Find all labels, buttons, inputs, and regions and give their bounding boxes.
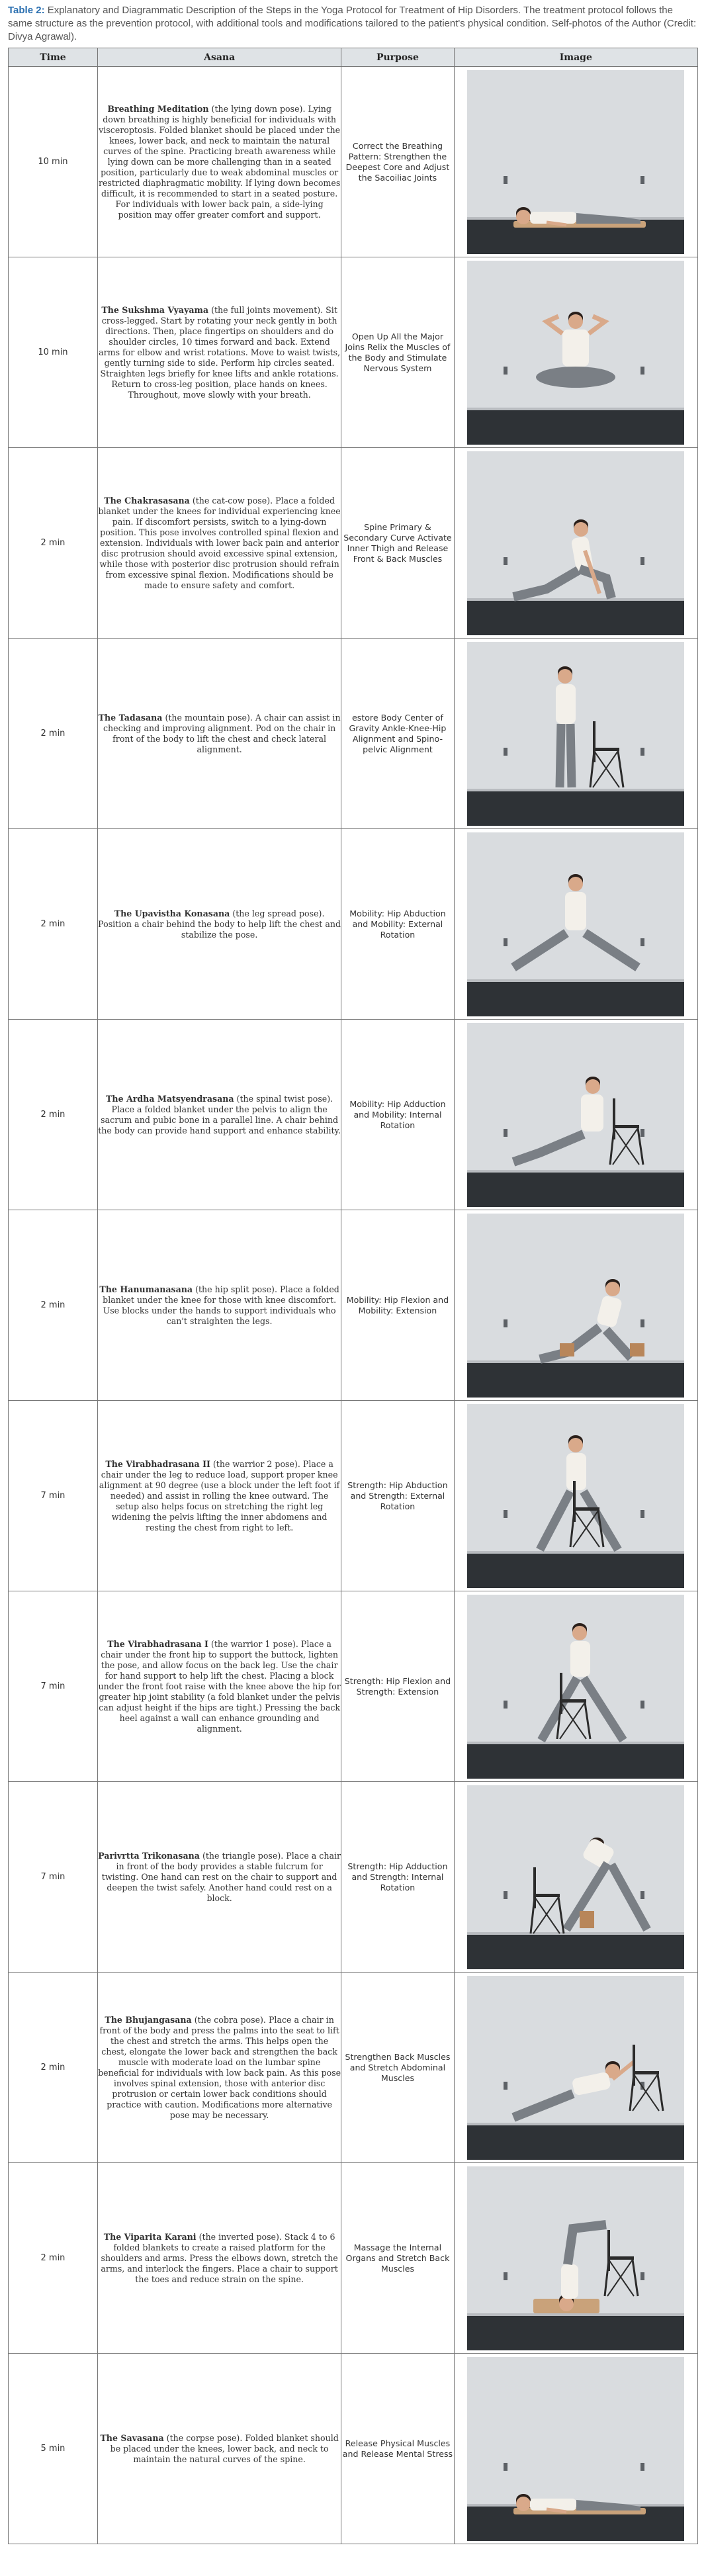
pose-illustration bbox=[467, 1214, 684, 1398]
time-cell: 7 min bbox=[9, 1401, 98, 1591]
pose-name: The Chakrasasana bbox=[104, 495, 190, 506]
time-cell: 2 min bbox=[9, 639, 98, 829]
table-row bbox=[9, 2354, 698, 2544]
image-cell bbox=[454, 2163, 697, 2354]
image-cell bbox=[454, 257, 697, 448]
pose-illustration bbox=[467, 261, 684, 445]
table-row bbox=[9, 639, 698, 829]
table-row bbox=[9, 1591, 698, 1782]
table-row bbox=[9, 1020, 698, 1210]
pose-description: (the leg spread pose). Position a chair behind the body to help lift the chest and stabilize the pose. bbox=[98, 908, 341, 940]
pose-illustration bbox=[467, 832, 684, 1016]
asana-cell bbox=[97, 2163, 341, 2354]
pose-description: (the warrior 1 pose). Place a chair under the front hip to support the buttock, lighten the pose, and allow focus on the back leg. Use the chair for hand support to help lift the chest. Placing a block under the front foot raise with the knee above the hip for greater hip joint stability (a fold blanket under the pelvis can adjust height if the hips are tight.) Pressing the back heel against a wall can enhance grounding and alignment. bbox=[98, 1638, 341, 1734]
pose-name: The Upavistha Konasana bbox=[114, 908, 230, 918]
time-cell: 10 min bbox=[9, 67, 98, 257]
pose-illustration bbox=[467, 2357, 684, 2541]
purpose-cell: estore Body Center of Gravity Ankle-Knee-Hip Alignment and Spino-pelvic Alignment bbox=[341, 639, 454, 829]
leg-spread-photo bbox=[467, 832, 684, 1016]
table-row bbox=[9, 448, 698, 639]
image-cell bbox=[454, 1020, 697, 1210]
lying-pose-photo bbox=[467, 70, 684, 254]
pose-illustration bbox=[467, 451, 684, 635]
image-cell bbox=[454, 1591, 697, 1782]
table-row bbox=[9, 829, 698, 1020]
asana-cell bbox=[97, 1782, 341, 1973]
split-blocks-photo bbox=[467, 1214, 684, 1398]
time-cell: 7 min bbox=[9, 1591, 98, 1782]
pose-description: (the hip split pose). Place a folded blanket under the knee for those with knee discomfort. Use blocks under the hands to support individuals who can't straighten the legs. bbox=[103, 1284, 339, 1326]
time-cell: 2 min bbox=[9, 448, 98, 639]
pose-description: (the corpse pose). Folded blanket should be placed under the knees, lower back, and neck to maintain the natural curves of the spine. bbox=[110, 2432, 339, 2464]
purpose-cell: Strength: Hip Abduction and Strength: External Rotation bbox=[341, 1401, 454, 1591]
purpose-cell: Mobility: Hip Flexion and Mobility: Extension bbox=[341, 1210, 454, 1401]
header-asana: Asana bbox=[97, 48, 341, 67]
pose-description: (the warrior 2 pose). Place a chair under the leg to reduce load, support proper knee alignment at 90 degree (use a block under the left foot if needed) and assist in rolling the knee outward. The setup also helps focus on stretching the right leg widening the pelvis lifting the inner abdomens and resting the chest from right to left. bbox=[99, 1458, 340, 1532]
image-cell bbox=[454, 67, 697, 257]
purpose-cell: Strength: Hip Adduction and Strength: Internal Rotation bbox=[341, 1782, 454, 1973]
purpose-cell: Mobility: Hip Adduction and Mobility: Internal Rotation bbox=[341, 1020, 454, 1210]
header-row bbox=[9, 48, 698, 67]
table-caption bbox=[0, 0, 706, 48]
purpose-cell: Release Physical Muscles and Release Mental Stress bbox=[341, 2354, 454, 2544]
header-time: Time bbox=[9, 48, 98, 67]
pose-description: (the cobra pose). Place a chair in front of the body and press the palms into the seat to lift the chest and stretch the arms. This helps open the chest, elongate the lower back and strengthen the back muscle with moderate load on the lumbar spine beneficial for individuals with low back pain. As this pose involves spinal extension, those with anterior disc protrusion or certain lower back conditions should practice with caution. Modifications more alternative pose may be necessary. bbox=[98, 2014, 341, 2120]
pose-name: The Ardha Matsyendrasana bbox=[106, 1093, 234, 1104]
time-cell: 2 min bbox=[9, 2163, 98, 2354]
table-row bbox=[9, 1973, 698, 2163]
table-row bbox=[9, 2163, 698, 2354]
purpose-cell: Mobility: Hip Abduction and Mobility: External Rotation bbox=[341, 829, 454, 1020]
image-cell bbox=[454, 1782, 697, 1973]
triangle-pose-photo bbox=[467, 1785, 684, 1969]
asana-cell bbox=[97, 639, 341, 829]
asana-cell bbox=[97, 2354, 341, 2544]
pose-illustration bbox=[467, 1404, 684, 1588]
pose-name: The Sukshma Vyayama bbox=[101, 304, 209, 315]
header-purpose: Purpose bbox=[341, 48, 454, 67]
asana-cell bbox=[97, 1020, 341, 1210]
twist-chair-photo bbox=[467, 1023, 684, 1207]
time-cell: 7 min bbox=[9, 1782, 98, 1973]
asana-cell bbox=[97, 1973, 341, 2163]
lunge-pose-photo bbox=[467, 451, 684, 635]
asana-cell bbox=[97, 257, 341, 448]
warrior-one-photo bbox=[467, 1595, 684, 1779]
pose-name: The Virabhadrasana II bbox=[105, 1458, 210, 1469]
pose-description: (the cat-cow pose). Place a folded blanket under the knees for individual experiencing knee pain. If discomfort persists, switch to a lying-down position. This pose involves controlled spinal flexion and extension. Individuals with lower back pain and anterior disc protrusion should avoid excessive spinal extension, while those with posterior disc protrusion should refrain from excessive spinal flexion. Modifications should be made to ensure safety and comfort. bbox=[98, 495, 341, 590]
pose-description: (the full joints movement). Sit cross-legged. Start by rotating your neck gently in both directions. Then, place fingertips on shoulders and do shoulder circles, 10 times forward and back. Extend arms for elbow and wrist rotations. Move to waist twists, gently turning side to side. Perform hip circles seated. Straighten legs briefly for knee lifts and ankle rotations. Return to cross-leg position, place hands on knees. Throughout, move slowly with your breath. bbox=[99, 304, 341, 400]
pose-name: Parivrtta Trikonasana bbox=[98, 1850, 200, 1861]
caption-label: Table 2: bbox=[8, 5, 45, 16]
table-row bbox=[9, 257, 698, 448]
purpose-cell: Spine Primary & Secondary Curve Activate Inner Thigh and Release Front & Back Muscles bbox=[341, 448, 454, 639]
purpose-cell: Correct the Breathing Pattern: Strengthen the Deepest Core and Adjust the Sacoiliac Joints bbox=[341, 67, 454, 257]
pose-name: Breathing Meditation bbox=[107, 103, 209, 114]
image-cell bbox=[454, 448, 697, 639]
image-cell bbox=[454, 1973, 697, 2163]
time-cell: 10 min bbox=[9, 257, 98, 448]
pose-name: The Bhujangasana bbox=[105, 2014, 192, 2025]
purpose-cell: Massage the Internal Organs and Stretch Back Muscles bbox=[341, 2163, 454, 2354]
image-cell bbox=[454, 1210, 697, 1401]
asana-cell bbox=[97, 448, 341, 639]
asana-cell bbox=[97, 1591, 341, 1782]
warrior-two-photo bbox=[467, 1404, 684, 1588]
time-cell: 2 min bbox=[9, 1973, 98, 2163]
seated-pose-photo bbox=[467, 261, 684, 445]
image-cell bbox=[454, 829, 697, 1020]
corpse-pose-photo bbox=[467, 2357, 684, 2541]
asana-cell bbox=[97, 1401, 341, 1591]
time-cell: 2 min bbox=[9, 1210, 98, 1401]
pose-illustration bbox=[467, 1785, 684, 1969]
image-cell bbox=[454, 639, 697, 829]
pose-description: (the lying down pose). Lying down breathing is highly beneficial for individuals with visceroptosis. Folded blanket should be placed under the knees, lower back, and neck to maintain the natural curves of the spine. Practicing breath awareness while lying down can be more challenging than in a seated position, particularly due to weak abdominal muscles or restricted diaphragmatic mobility. If lying down becomes difficult, it is recommended to start in a seated posture. For individuals with lower back pain, a side-lying position may offer greater comfort and support. bbox=[98, 103, 341, 220]
pose-name: The Hanumanasana bbox=[99, 1284, 193, 1294]
pose-name: The Tadasana bbox=[98, 712, 163, 723]
pose-illustration bbox=[467, 1023, 684, 1207]
time-cell: 2 min bbox=[9, 1020, 98, 1210]
pose-name: The Virabhadrasana I bbox=[107, 1638, 208, 1649]
yoga-protocol-table bbox=[8, 48, 698, 2544]
pose-illustration bbox=[467, 2166, 684, 2350]
purpose-cell: Open Up All the Major Joins Relix the Muscles of the Body and Stimulate Nervous System bbox=[341, 257, 454, 448]
purpose-cell: Strengthen Back Muscles and Stretch Abdominal Muscles bbox=[341, 1973, 454, 2163]
pose-illustration bbox=[467, 70, 684, 254]
inverted-pose-photo bbox=[467, 2166, 684, 2350]
header-image: Image bbox=[454, 48, 697, 67]
pose-name: The Viparita Karani bbox=[103, 2231, 197, 2242]
asana-cell bbox=[97, 829, 341, 1020]
pose-illustration bbox=[467, 1595, 684, 1779]
image-cell bbox=[454, 1401, 697, 1591]
time-cell: 2 min bbox=[9, 829, 98, 1020]
table-body bbox=[9, 67, 698, 2544]
pose-description: (the inverted pose). Stack 4 to 6 folded blankets to create a raised platform for the shoulders and arms. Press the elbows down, stretch the arms, and interlock the fingers. Place a chair to support the toes and reduce strain on the spine. bbox=[101, 2231, 338, 2284]
pose-description: (the spinal twist pose). Place a folded blanket under the pelvis to align the sacrum and pubic bone in a parallel line. A chair behind the body can provide hand support and enhance stability. bbox=[98, 1093, 341, 1135]
caption-text: Explanatory and Diagrammatic Description of the Steps in the Yoga Protocol for Treatment of Hip Disorders. The treatment protocol follows the same structure as the prevention protocol, with additional tools and modifications tailored to the patient's physical condition. Self-photos of the Author (Credit: Divya Agrawal). bbox=[8, 5, 697, 42]
pose-description: (the triangle pose). Place a chair in front of the body provides a stable fulcrum for twisting. One hand can rest on the chair to support and deepen the twist safely. Another hand could rest on a block. bbox=[101, 1850, 341, 1903]
image-cell bbox=[454, 2354, 697, 2544]
table-row bbox=[9, 1401, 698, 1591]
table-row bbox=[9, 1210, 698, 1401]
cobra-chair-photo bbox=[467, 1976, 684, 2160]
pose-illustration bbox=[467, 1976, 684, 2160]
asana-cell bbox=[97, 67, 341, 257]
purpose-cell: Strength: Hip Flexion and Strength: Extension bbox=[341, 1591, 454, 1782]
standing-chair-photo bbox=[467, 642, 684, 826]
time-cell: 5 min bbox=[9, 2354, 98, 2544]
pose-description: (the mountain pose). A chair can assist in checking and improving alignment. Pod on the chair in front of the body to lift the chest and check lateral alignment. bbox=[103, 712, 341, 754]
asana-cell bbox=[97, 1210, 341, 1401]
pose-illustration bbox=[467, 642, 684, 826]
table-row bbox=[9, 67, 698, 257]
table-row bbox=[9, 1782, 698, 1973]
pose-name: The Savasana bbox=[100, 2432, 164, 2443]
